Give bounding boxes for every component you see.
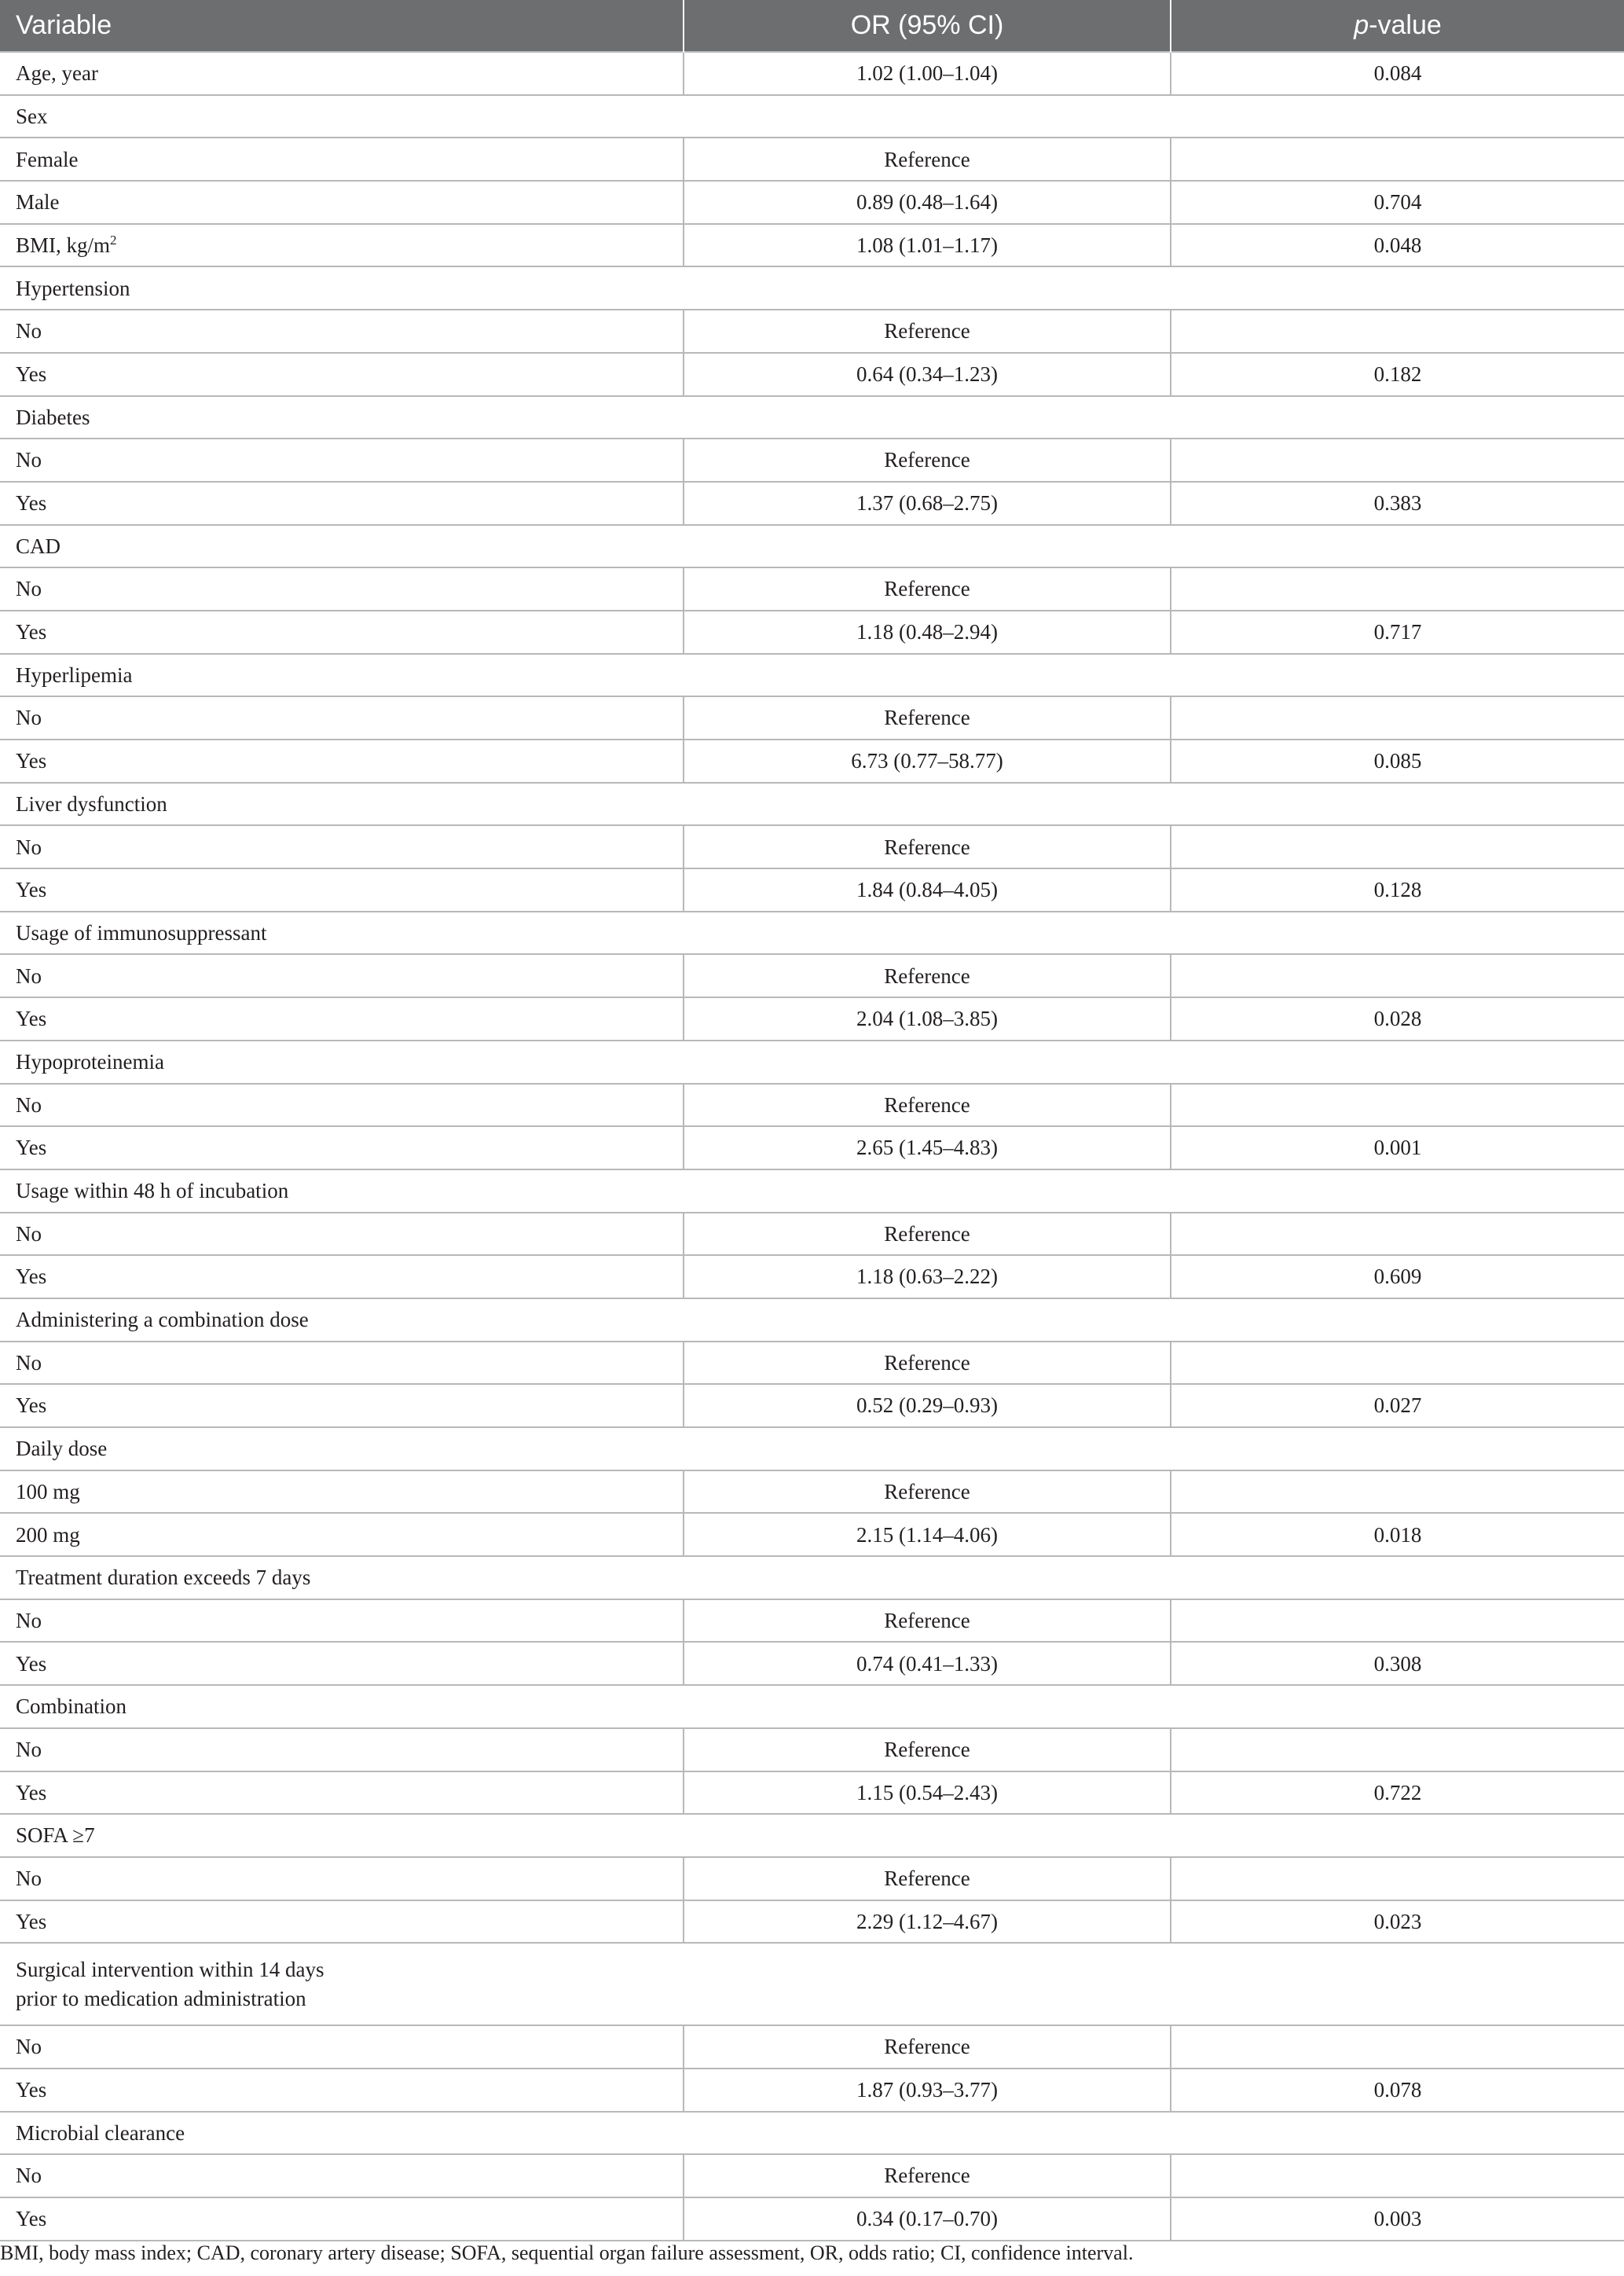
cell-variable [0,353,684,396]
cell-variable-text: No [16,1867,42,1890]
cell-variable-text: Yes [16,1909,47,1933]
cell-p-value [1171,825,1624,868]
table-row [0,954,1624,997]
cell-p-value: 0.182 [1171,353,1624,396]
cell-p-value: 0.028 [1171,997,1624,1041]
cell-or-ci: 1.15 (0.54–2.43) [684,1771,1171,1815]
cell-p-value: 0.722 [1171,1771,1624,1815]
group-label [0,525,1624,568]
cell-variable [0,1513,684,1556]
table-row-group [0,783,1624,826]
group-label-text: Hyperlipemia [16,663,133,687]
cell-or-ci: Reference [684,696,1171,740]
table-row [0,310,1624,353]
cell-p-value: 0.001 [1171,1126,1624,1169]
table-row [0,868,1624,912]
table-row-group [0,912,1624,955]
group-label-text: Surgical intervention within 14 days [16,1958,324,1982]
cell-variable-text: Yes [16,491,47,515]
cell-or-ci: 2.65 (1.45–4.83) [684,1126,1171,1169]
cell-variable [0,1470,684,1514]
cell-variable-text: No [16,1350,42,1375]
table-row [0,482,1624,525]
cell-variable [0,1213,684,1256]
cell-variable-text: Male [16,190,60,215]
group-label-text: Hypertension [16,276,130,300]
cell-or-ci: 2.29 (1.12–4.67) [684,1900,1171,1944]
table-row [0,1771,1624,1815]
group-label [0,1685,1624,1728]
header-p-value [1171,0,1624,52]
cell-variable-text: No [16,964,42,988]
header-row [0,0,1624,52]
cell-variable [0,138,684,181]
cell-or-ci: Reference [684,2025,1171,2069]
cell-p-value [1171,1342,1624,1385]
group-label [0,1298,1624,1342]
cell-variable-text: Yes [16,1007,47,1031]
table-row [0,696,1624,740]
cell-p-value: 0.128 [1171,868,1624,912]
table-row [0,567,1624,611]
header-variable: Variable [0,0,684,52]
cell-p-value [1171,1084,1624,1127]
cell-or-ci: Reference [684,2154,1171,2197]
cell-or-ci: 1.87 (0.93–3.77) [684,2069,1171,2112]
cell-p-value [1171,2025,1624,2069]
table-row-group [0,1169,1624,1213]
cell-p-value [1171,439,1624,482]
cell-or-ci: 1.37 (0.68–2.75) [684,482,1171,525]
cell-p-value: 0.704 [1171,181,1624,224]
table-row-group [0,396,1624,439]
cell-p-value [1171,2154,1624,2197]
group-label [0,1427,1624,1470]
cell-variable-text: No [16,1092,42,1117]
table-row [0,2197,1624,2241]
cell-variable-text: 100 mg [16,1479,80,1503]
header-or-ci: OR (95% CI) [684,0,1171,52]
cell-or-ci: 2.04 (1.08–3.85) [684,997,1171,1041]
cell-or-ci: Reference [684,1213,1171,1256]
table-row [0,1084,1624,1127]
cell-p-value [1171,138,1624,181]
cell-p-value: 0.027 [1171,1384,1624,1427]
table-row [0,997,1624,1041]
group-label [0,1169,1624,1213]
table-row [0,138,1624,181]
cell-or-ci: Reference [684,439,1171,482]
cell-variable-text: No [16,706,42,730]
table-row [0,611,1624,654]
table-row [0,52,1624,95]
cell-variable [0,997,684,1041]
cell-variable-text: No [16,1608,42,1632]
cell-variable-text: No [16,577,42,601]
group-label-text: Administering a combination dose [16,1308,309,1332]
table-row [0,224,1624,267]
table-footnote: BMI, body mass index; CAD, coronary artery disease; SOFA, sequential organ failure assessment, OR, odds ratio; CI, confidence interval. [0,2241,1134,2264]
cell-or-ci: Reference [684,1599,1171,1643]
table-row-group [0,1041,1624,1084]
cell-or-ci: Reference [684,1084,1171,1127]
group-label [0,2112,1624,2155]
table-row [0,439,1624,482]
cell-p-value [1171,1857,1624,1900]
table-header [0,0,1624,52]
table-row-group [0,1298,1624,1342]
cell-p-value: 0.003 [1171,2197,1624,2241]
group-label-text: Combination [16,1694,126,1719]
table-row-group [0,1556,1624,1599]
cell-variable-text: No [16,1737,42,1761]
group-label [0,95,1624,138]
cell-variable-text: 200 mg [16,1522,80,1547]
cell-p-value: 0.084 [1171,52,1624,95]
cell-or-ci: 0.34 (0.17–0.70) [684,2197,1171,2241]
cell-or-ci: 0.64 (0.34–1.23) [684,353,1171,396]
cell-variable [0,740,684,783]
table-body [0,52,1624,2241]
table-row [0,353,1624,396]
cell-p-value: 0.078 [1171,2069,1624,2112]
cell-variable [0,1728,684,1771]
cell-variable [0,611,684,654]
cell-variable [0,310,684,353]
cell-p-value: 0.085 [1171,740,1624,783]
cell-p-value [1171,696,1624,740]
cell-p-value: 0.609 [1171,1255,1624,1298]
group-label [0,1814,1624,1857]
group-label-text: Usage of immunosuppressant [16,920,267,945]
cell-variable [0,696,684,740]
cell-variable [0,2069,684,2112]
table-row [0,2154,1624,2197]
group-label-text-line2: prior to medication administration [16,1986,306,2010]
cell-variable [0,567,684,611]
group-label-text: Daily dose [16,1437,108,1461]
cell-p-value [1171,1728,1624,1771]
cell-or-ci: Reference [684,954,1171,997]
cell-p-value: 0.717 [1171,611,1624,654]
cell-variable [0,1599,684,1643]
table-row [0,1900,1624,1944]
cell-variable-text: Yes [16,1136,47,1160]
cell-or-ci: 6.73 (0.77–58.77) [684,740,1171,783]
table-row [0,1470,1624,1514]
group-label-text: CAD [16,534,61,558]
table-row [0,1513,1624,1556]
cell-variable-text: Yes [16,749,47,773]
cell-variable [0,1900,684,1944]
cell-or-ci: 1.84 (0.84–4.05) [684,868,1171,912]
table-row-group [0,654,1624,697]
cell-variable-text: No [16,2164,42,2188]
cell-or-ci: 0.52 (0.29–0.93) [684,1384,1171,1427]
cell-variable [0,1771,684,1815]
table-row [0,181,1624,224]
cell-variable-text: No [16,319,42,343]
cell-variable-text: Yes [16,2078,47,2102]
cell-variable [0,1342,684,1385]
cell-p-value: 0.018 [1171,1513,1624,1556]
cell-variable [0,1384,684,1427]
table-row-group [0,95,1624,138]
group-label [0,912,1624,955]
group-label-text: SOFA ≥7 [16,1823,95,1848]
cell-p-value [1171,567,1624,611]
cell-variable [0,482,684,525]
cell-variable-text: BMI, kg/m [16,233,111,257]
cell-or-ci: 1.18 (0.63–2.22) [684,1255,1171,1298]
cell-variable-text: No [16,2035,42,2059]
cell-variable [0,1126,684,1169]
group-label [0,783,1624,826]
cell-p-value [1171,310,1624,353]
cell-or-ci: Reference [684,1342,1171,1385]
cell-variable-text: Female [16,147,79,171]
table-row [0,1642,1624,1685]
cell-variable [0,825,684,868]
cell-variable-text: Yes [16,620,47,644]
cell-variable-text: Yes [16,1780,47,1804]
group-label [0,1943,1624,2025]
cell-variable-text: No [16,835,42,859]
cell-variable-text: Yes [16,362,47,386]
cell-or-ci: Reference [684,825,1171,868]
cell-or-ci: Reference [684,1470,1171,1514]
table-row [0,2025,1624,2069]
cell-variable-text: Yes [16,1265,47,1289]
cell-or-ci: 1.08 (1.01–1.17) [684,224,1171,267]
cell-or-ci: Reference [684,1857,1171,1900]
table-row [0,1384,1624,1427]
table-row-group [0,525,1624,568]
table-row-group [0,1814,1624,1857]
cell-p-value: 0.383 [1171,482,1624,525]
cell-p-value: 0.048 [1171,224,1624,267]
group-label [0,266,1624,310]
cell-p-value: 0.308 [1171,1642,1624,1685]
cell-p-value [1171,1470,1624,1514]
cell-variable [0,1642,684,1685]
group-label-text: Sex [16,104,48,128]
cell-variable-text: No [16,1221,42,1246]
cell-or-ci: 2.15 (1.14–4.06) [684,1513,1171,1556]
group-label [0,1556,1624,1599]
cell-p-value [1171,1599,1624,1643]
group-label-text: Microbial clearance [16,2120,185,2145]
table-row [0,1342,1624,1385]
cell-or-ci: Reference [684,138,1171,181]
table-row [0,825,1624,868]
cell-variable [0,2025,684,2069]
table-row-group [0,1943,1624,2025]
table-row-group [0,1685,1624,1728]
cell-variable [0,52,684,95]
cell-p-value [1171,954,1624,997]
header-p-italic: p [1354,10,1369,40]
cell-variable [0,181,684,224]
cell-variable [0,2197,684,2241]
cell-or-ci: 0.74 (0.41–1.33) [684,1642,1171,1685]
cell-or-ci: 1.02 (1.00–1.04) [684,52,1171,95]
table-row [0,1255,1624,1298]
cell-or-ci: Reference [684,310,1171,353]
cell-variable [0,1255,684,1298]
table-row [0,1213,1624,1256]
group-label-text: Liver dysfunction [16,791,167,816]
cell-variable [0,1084,684,1127]
table-row-group [0,1427,1624,1470]
table-row [0,2069,1624,2112]
cell-or-ci: Reference [684,567,1171,611]
table-row [0,1728,1624,1771]
cell-variable-text: Yes [16,2207,47,2231]
cell-variable-text: Age, year [16,61,98,86]
cell-variable-text: No [16,448,42,472]
table-row [0,1857,1624,1900]
cell-variable [0,868,684,912]
table-row [0,740,1624,783]
header-p-rest: -value [1369,10,1442,40]
cell-variable-text: Yes [16,1651,47,1676]
table-row-group [0,266,1624,310]
cell-or-ci: 1.18 (0.48–2.94) [684,611,1171,654]
cell-variable-superscript: 2 [110,232,117,248]
table-row [0,1599,1624,1643]
group-label [0,654,1624,697]
group-label-text: Hypoproteinemia [16,1049,164,1074]
group-label-text: Usage within 48 h of incubation [16,1179,289,1202]
group-label [0,1041,1624,1084]
cell-variable [0,954,684,997]
cell-variable [0,439,684,482]
table-row-group [0,2112,1624,2155]
cell-p-value: 0.023 [1171,1900,1624,1944]
cell-or-ci: Reference [684,1728,1171,1771]
group-label [0,396,1624,439]
table-row [0,1126,1624,1169]
cell-p-value [1171,1213,1624,1256]
cell-variable-text: Yes [16,878,47,902]
group-label-text: Diabetes [16,405,90,429]
cell-variable [0,1857,684,1900]
cell-variable [0,2154,684,2197]
cell-variable-text: Yes [16,1393,47,1418]
cell-or-ci: 0.89 (0.48–1.64) [684,181,1171,224]
cell-variable [0,224,684,267]
group-label-text: Treatment duration exceeds 7 days [16,1566,311,1590]
